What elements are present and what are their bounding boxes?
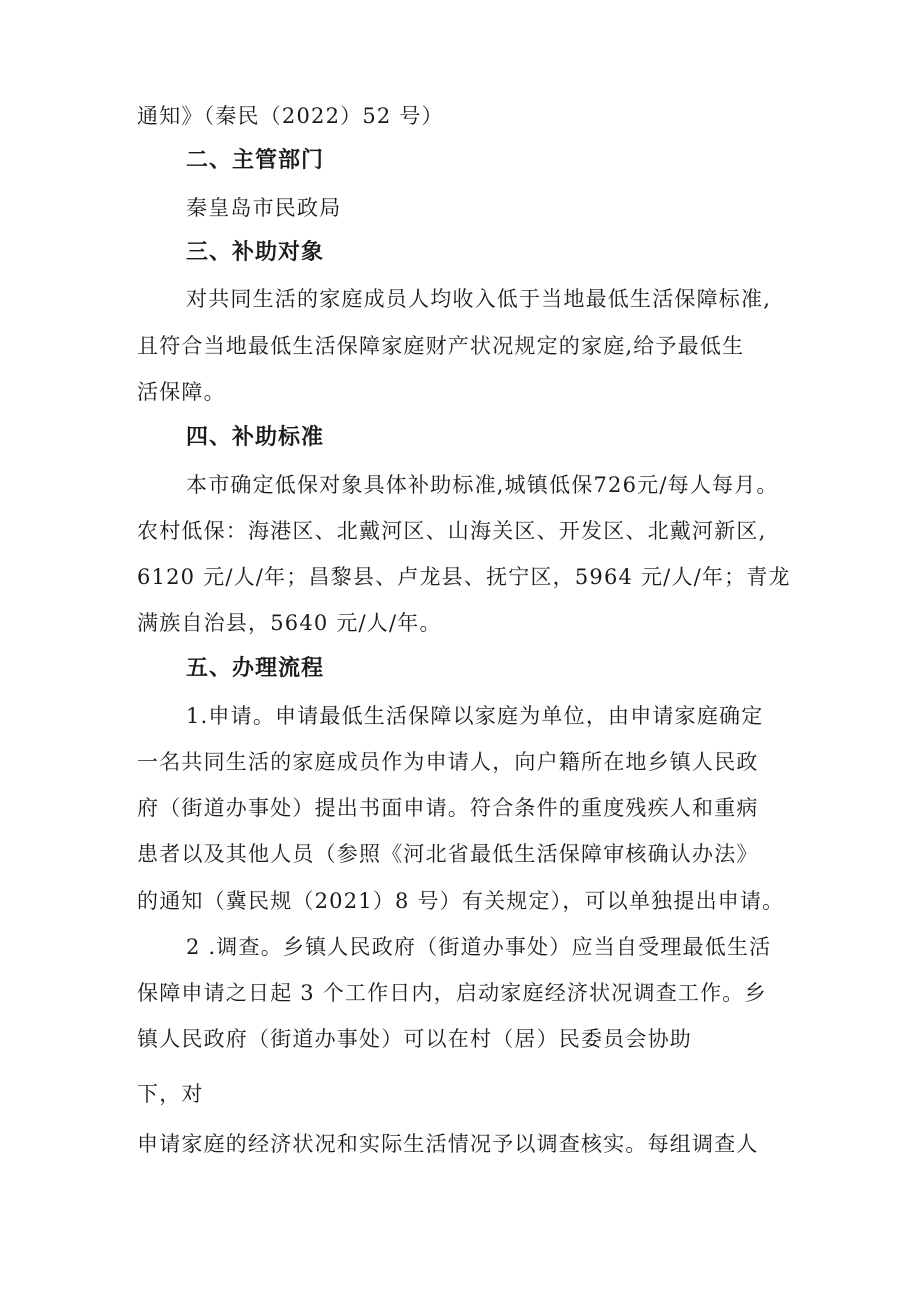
text-line: 6120 元/人/年；昌黎县、卢龙县、抚宁区，5964 元/人/年；青龙	[137, 565, 791, 589]
text-line: 府（街道办事处）提出书面申请。符合条件的重度残疾人和重病	[137, 796, 759, 820]
text-line: 活保障。	[137, 380, 226, 404]
text-line: 对共同生活的家庭成员人均收入低于当地最低生活保障标准,	[186, 287, 772, 311]
section-heading-procedure: 五、办理流程	[186, 656, 325, 681]
text-line: 的通知（冀民规（2021）8 号）有关规定），可以单独提出申请。	[137, 889, 785, 913]
text-line: 保障申请之日起 3 个工作日内，启动家庭经济状况调查工作。乡	[137, 981, 767, 1005]
text-line: 2 .调查。乡镇人民政府（街道办事处）应当自受理最低生活	[186, 935, 772, 959]
text-line: 镇人民政府（街道办事处）可以在村（居）民委员会协助	[137, 1027, 692, 1051]
section-heading-standards: 四、补助标准	[186, 425, 325, 450]
text-line: 一名共同生活的家庭成员作为申请人，向户籍所在地乡镇人民政	[137, 750, 759, 774]
text-line: 1.申请。申请最低生活保障以家庭为单位，由申请家庭确定	[186, 704, 764, 728]
text-line: 农村低保：海港区、北戴河区、山海关区、开发区、北戴河新区,	[137, 519, 767, 543]
text-line: 满族自治县，5640 元/人/年。	[137, 611, 442, 635]
text-line: 申请家庭的经济状况和实际生活情况予以调查核实。每组调查人	[137, 1132, 759, 1156]
text-line: 本市确定低保对象具体补助标准,城镇低保726元/每人每月。	[186, 473, 779, 497]
section-heading-department: 二、主管部门	[186, 148, 325, 173]
text-line: 且符合当地最低生活保障家庭财产状况规定的家庭,给予最低生	[137, 334, 745, 358]
section-heading-targets: 三、补助对象	[186, 240, 325, 265]
text-line: 患者以及其他人员（参照《河北省最低生活保障审核确认办法》	[137, 842, 759, 866]
text-line: 下，对	[137, 1082, 204, 1106]
text-line: 通知》（秦民（2022）52 号）	[137, 104, 444, 128]
text-line: 秦皇岛市民政局	[186, 196, 342, 220]
